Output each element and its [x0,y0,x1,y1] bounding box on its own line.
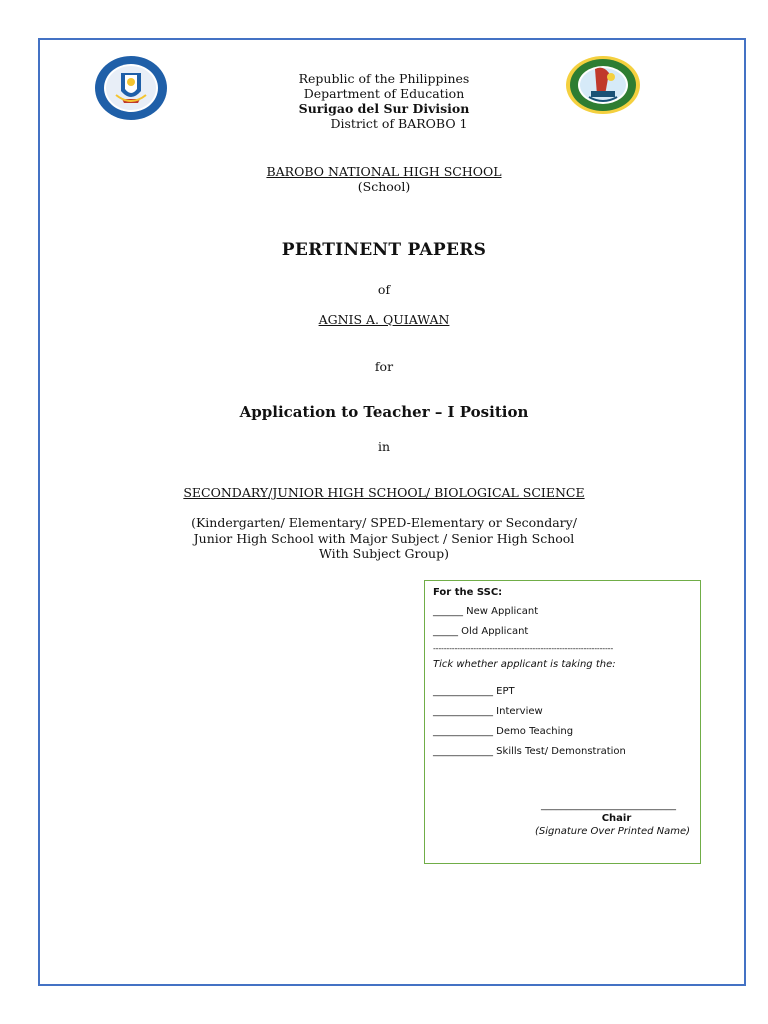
in-label: in [377,439,391,454]
of-label: of [377,282,391,297]
header-republic: Republic of the Philippines [298,71,470,86]
for-label: for [374,359,394,374]
school-block [0,164,768,194]
ssc-new-applicant: ______ New Applicant [433,606,539,617]
ssc-divider: ------------------------------------------------------------------- [433,644,614,653]
header-department: Department of Education [303,86,465,101]
school-name: BAROBO NATIONAL HIGH SCHOOL [266,164,502,179]
ssc-chair-label: Chair [601,813,632,824]
ssc-signature-line: ___________________________ [541,800,676,811]
options-line-2: Junior High School with Major Subject / Senior High School [193,530,575,546]
ssc-ept: ____________ EPT [433,686,515,697]
ssc-interview: ____________ Interview [433,706,543,717]
header-division: Surigao del Sur Division [298,101,470,116]
application-title: Application to Teacher – I Position [239,403,529,421]
level-options [0,515,768,562]
school-caption: (School) [357,179,411,194]
ssc-box [424,580,701,864]
header-block [0,71,768,131]
ssc-tick-note: Tick whether applicant is taking the: [433,659,616,670]
ssc-old-applicant: _____ Old Applicant [433,626,529,637]
options-line-3: With Subject Group) [319,546,449,561]
ssc-signature-caption: (Signature Over Printed Name) [535,826,691,837]
applicant-name: AGNIS A. QUIAWAN [318,312,450,327]
document-title: PERTINENT PAPERS [281,240,487,260]
ssc-demo-teaching: ____________ Demo Teaching [433,726,574,737]
options-line-1: (Kindergarten/ Elementary/ SPED-Elementary or Secondary/ [191,515,577,530]
ssc-heading: For the SSC: [433,587,503,598]
teaching-level: SECONDARY/JUNIOR HIGH SCHOOL/ BIOLOGICAL SCIENCE [183,485,585,500]
ssc-skills-test: ____________ Skills Test/ Demonstration [433,746,626,757]
header-district: District of BAROBO 1 [330,116,468,131]
